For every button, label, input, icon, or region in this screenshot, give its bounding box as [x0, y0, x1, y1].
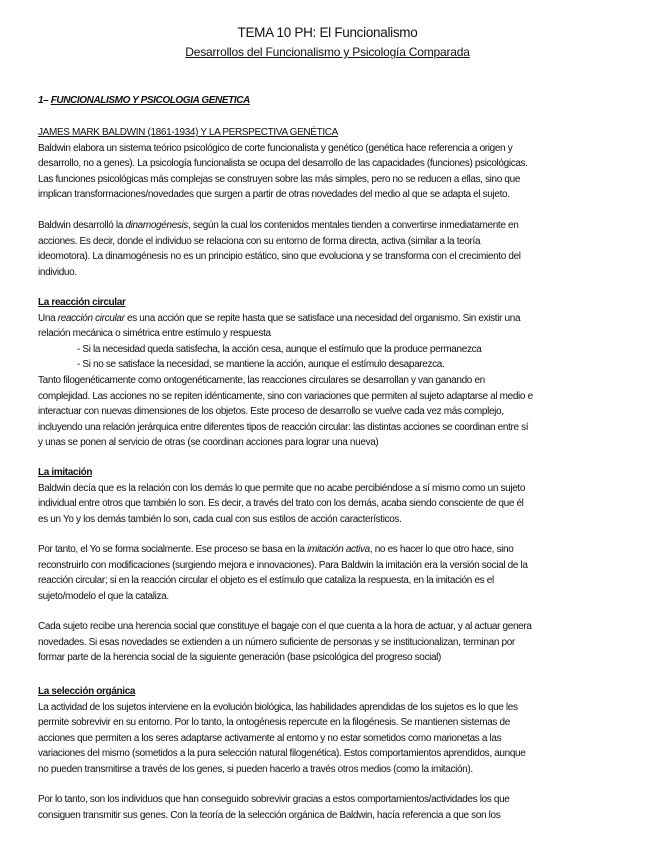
text-line: Tanto filogenéticamente como ontogenéticamente, las reacciones circulares se desarrollan y van ganando en: [38, 374, 485, 386]
text-line: [38, 311, 628, 327]
seleccion-organica-section: [38, 684, 628, 778]
reaccion-heading: La reacción circular: [38, 297, 126, 308]
text-line: Baldwin decía que es la relación con los demás lo que permite que no acabe percibiéndose a sí mismo como un sujeto: [38, 482, 526, 494]
text-line: [38, 542, 628, 558]
text-line: [38, 218, 628, 234]
text-line: Las funciones psicológicas más complejas se construyen sobre las más simples, pero no se reducen a ellas, sino que: [38, 173, 521, 185]
seleccion-conclusion-paragraph: [38, 792, 628, 823]
text-line: y unas se ponen al servicio de otras (se coordinan acciones para lograr una nueva): [38, 437, 379, 449]
imitacion-heading: La imitación: [38, 467, 93, 478]
section-number: 1–: [38, 95, 51, 106]
text-line: interactuar con nuevas dimensiones de los objetos. Este proceso de desarrollo se vuelve cada vez más complejo,: [38, 406, 504, 418]
text-line: reconstruirlo con modificaciones (surgiendo mejora e innovaciones). Para Baldwin la imitación era la versión social de la: [38, 559, 528, 571]
text-line: consiguen transmitir sus genes. Con la teoría de la selección orgánica de Baldwin, hacía referencia a que son los: [38, 809, 501, 821]
baldwin-section: [38, 125, 628, 203]
section-heading: [38, 95, 250, 106]
text-line: Baldwin elabora un sistema teórico psicológico de corte funcionalista y genético (genética hace referencia a origen y: [38, 142, 513, 154]
text-line: acciones que permiten a los seres adaptarse activamente al entorno y no estar sometidos como marionetas a las: [38, 732, 502, 744]
bullet-item: - Si no se satisface la necesidad, se mantiene la acción, aunque el estímulo desaparezca.: [77, 359, 445, 371]
emphasis: dinamogénesis: [125, 220, 189, 231]
text-span: es una acción que se repite hasta que se satisface una necesidad del organismo. Sin existir una: [124, 312, 521, 324]
seleccion-heading: La selección orgánica: [38, 686, 136, 697]
text-line: novedades. Si esas novedades se extienden a un número suficiente de personas y se institucionalizan, terminan por: [38, 636, 515, 648]
text-line: La actividad de los sujetos interviene en la evolución biológica, las habilidades aprendidas de los sujetos es lo que les: [38, 701, 518, 713]
reaccion-circular-section: [38, 295, 628, 451]
text-line: sujeto/modelo el que la cataliza.: [38, 590, 169, 602]
emphasis: imitación activa: [307, 544, 370, 555]
text-span: Una: [38, 312, 58, 324]
bullet-item: - Si la necesidad queda satisfecha, la acción cesa, aunque el estímulo que la produce permanezca: [77, 343, 482, 355]
dinamogenesis-paragraph: [38, 218, 628, 280]
text-span: , no es hacer lo que otro hace, sino: [369, 544, 514, 555]
text-line: reacción circular; si en la reacción circular el objeto es el estímulo que cataliza la respuesta, en la imitación es el: [38, 575, 494, 587]
baldwin-heading: JAMES MARK BALDWIN (1861-1934) Y LA PERSPECTIVA GENÉTICA: [38, 127, 338, 138]
document-title: TEMA 10 PH: El Funcionalismo: [237, 25, 418, 40]
text-line: es un Yo y los demás también lo son, cada cual con sus estilos de acción característicos.: [38, 513, 402, 525]
text-line: variaciones del mismo (sometidos a la pura selección natural filogenética). Estos comportamientos aprendidos, aunque: [38, 748, 526, 760]
text-line: formar parte de la herencia social de la siguiente generación (base psicológica del progreso social): [38, 652, 442, 664]
text-span: Baldwin desarrolló la: [38, 220, 126, 231]
text-line: ideomotora). La dinamogénesis no es un principio estático, sino que evoluciona y se transforma con el crecimiento del: [38, 251, 521, 263]
text-line: no pueden transmitirse a través de los genes, si pueden hacerlo a través otros medios (como la imitación).: [38, 763, 473, 775]
imitacion-section: [38, 465, 628, 527]
text-line: individuo.: [38, 266, 77, 278]
text-line: acciones. Es decir, donde el individuo se relaciona con su entorno de forma directa, activa (similar a la teoría: [38, 235, 481, 247]
text-line: Por lo tanto, son los individuos que han conseguido sobrevivir gracias a estos comportamientos/actividades los que: [38, 794, 510, 805]
text-line: implican transformaciones/novedades que surgen a partir de otras novedades del medio al que se adapta el sujeto.: [38, 189, 510, 201]
text-line: complejidad. Las acciones no se repiten idénticamente, sino con variaciones que permiten al sujeto adaptarse al medio e: [38, 390, 533, 402]
text-line: individual entre otros que también lo son. Es decir, a través del trato con los demás, acaba siendo consciente de que él: [38, 498, 524, 510]
emphasis: reacción circular: [57, 312, 125, 324]
text-span: , según la cual los contenidos mentales tienden a convertirse inmediatamente en: [188, 220, 519, 231]
imitacion-activa-paragraph: [38, 542, 628, 604]
text-line: relación mecánica o simétrica entre estímulo y respuesta: [38, 328, 271, 340]
document-subtitle: Desarrollos del Funcionalismo y Psicología Comparada: [185, 45, 470, 59]
text-line: permite sobrevivir en su entorno. Por lo tanto, la ontogénesis repercute en la filogénesis. Se mantienen sistemas de: [38, 717, 510, 729]
text-span: Por tanto, el Yo se forma socialmente. Ese proceso se basa en la: [38, 544, 308, 555]
section-title: FUNCIONALISMO Y PSICOLOGIA GENETICA: [50, 95, 250, 106]
text-line: incluyendo una relación jerárquica entre diferentes tipos de reacción circular: las distintas acciones se coordinan entre sí: [38, 421, 529, 433]
text-line: Cada sujeto recibe una herencia social que constituye el bagaje con el que cuenta a la hora de actuar, y al actuar genera: [38, 621, 532, 632]
text-line: desarrollo, no a genes). La psicología funcionalista se ocupa del desarrollo de las capacidades (funciones) psicológicas.: [38, 158, 528, 170]
herencia-social-paragraph: [38, 619, 628, 666]
